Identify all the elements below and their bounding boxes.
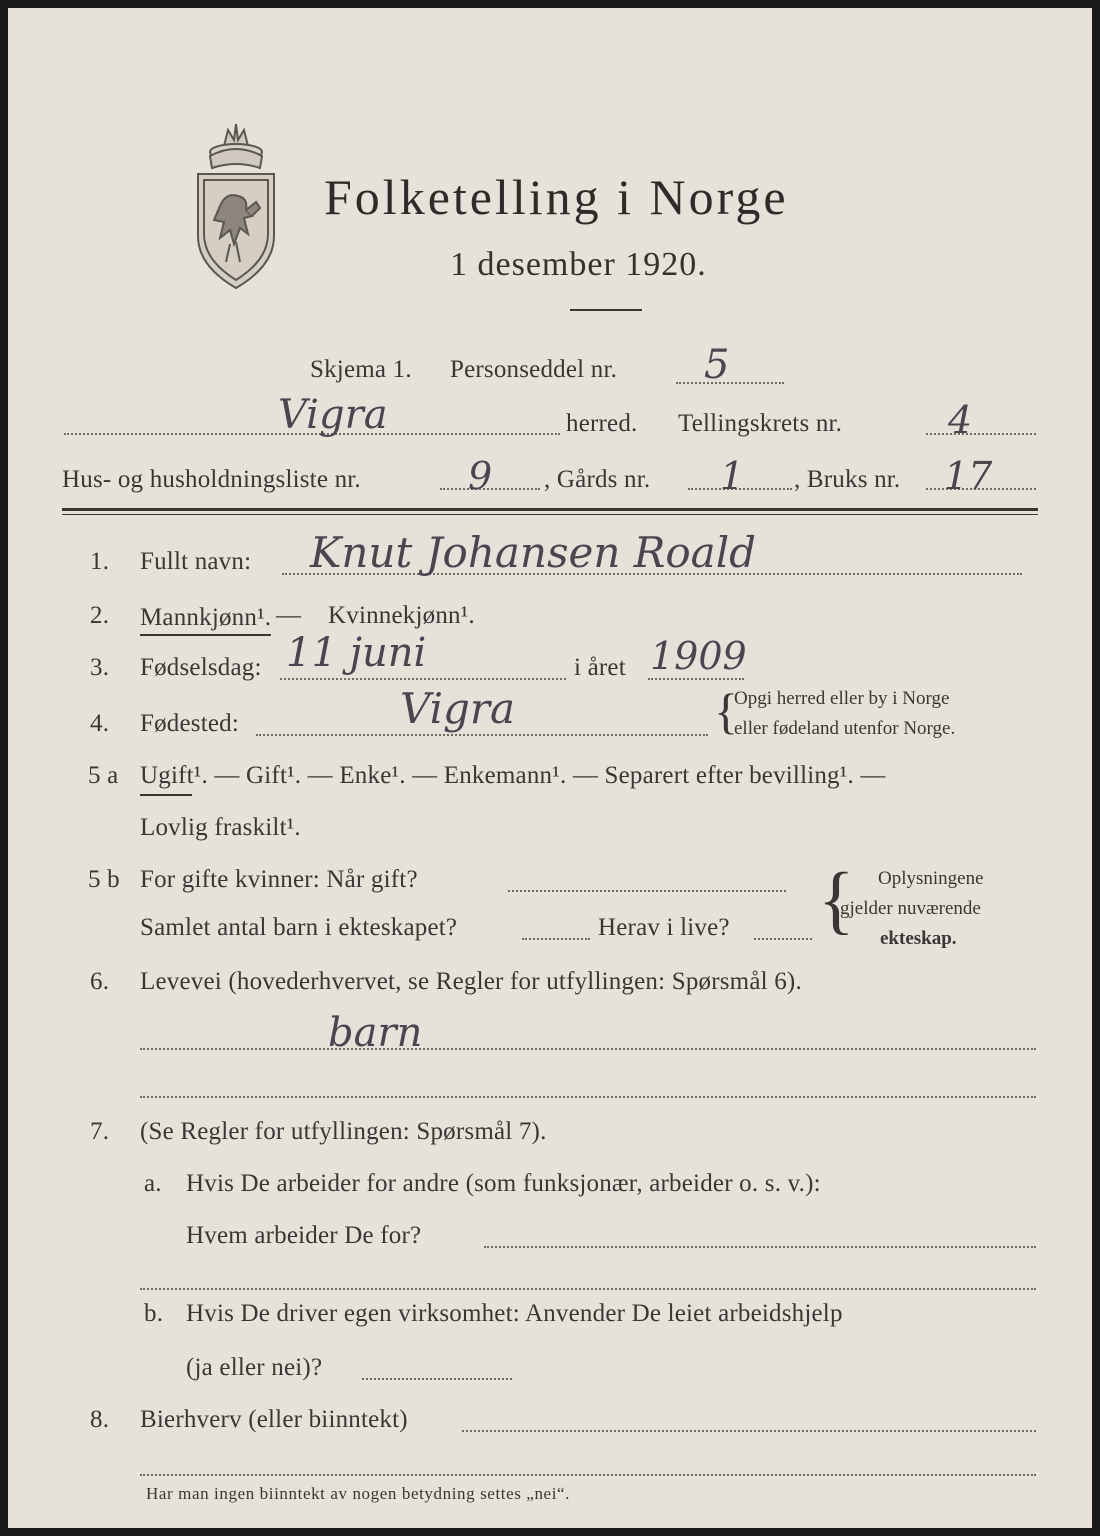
q3-number: 3.: [90, 654, 110, 681]
q3-year-dotted-line: [648, 678, 744, 680]
q7-number: 7.: [90, 1118, 110, 1145]
q3-label: Fødselsdag:: [140, 654, 262, 681]
q7a-line1: Hvis De arbeider for andre (som funksjonær, arbeider o. s. v.):: [186, 1170, 821, 1197]
q1-number: 1.: [90, 548, 110, 575]
q5a-line1: Ugift¹. — Gift¹. — Enke¹. — Enkemann¹. — Separert efter bevilling¹. —: [140, 762, 886, 789]
q4-number: 4.: [90, 710, 110, 737]
q5b-note-line3: ekteskap.: [880, 928, 957, 949]
bruks-value: 17: [944, 454, 993, 498]
q5b-line2-label-b: Herav i live?: [598, 914, 730, 941]
header-separator: [62, 508, 1038, 511]
birthplace-value: Vigra: [400, 684, 516, 733]
q4-brace: {: [714, 683, 738, 739]
q5b-brace: {: [818, 858, 855, 942]
q7a-dotted-line: [484, 1246, 1036, 1248]
q6-label: Levevei (hovederhvervet, se Regler for utfyllingen: Spørsmål 6).: [140, 968, 802, 995]
herred-value: Vigra: [278, 392, 388, 438]
q7b-dotted-line: [362, 1378, 512, 1380]
tellingskrets-value: 4: [948, 398, 973, 442]
q7b-line2: (ja eller nei)?: [186, 1354, 323, 1381]
title-divider: [570, 309, 642, 311]
gards-label: , Gårds nr.: [544, 466, 651, 493]
birthday-value: 11 juni: [286, 630, 427, 676]
q5b-note-line1: Oplysningene: [878, 868, 984, 889]
q7a-line2: Hvem arbeider De for?: [186, 1222, 422, 1249]
husliste-label: Hus- og husholdningsliste nr.: [62, 466, 361, 493]
q7a-dotted-line-2: [140, 1288, 1036, 1290]
tellingskrets-label: Tellingskrets nr.: [678, 410, 843, 437]
q8-number: 8.: [90, 1406, 110, 1433]
q6-dotted-line-1: [140, 1048, 1036, 1050]
q5a-line2: Lovlig fraskilt¹.: [140, 814, 301, 841]
herred-label: herred.: [566, 410, 638, 437]
q5b-line2-label-a: Samlet antal barn i ekteskapet?: [140, 914, 458, 941]
q4-note-line2: eller fødeland utenfor Norge.: [734, 718, 956, 739]
personseddel-number: 5: [704, 342, 730, 388]
q4-note-line1: Opgi herred eller by i Norge: [734, 688, 950, 709]
q4-label: Fødested:: [140, 710, 240, 737]
footer-note: Har man ingen biinntekt av nogen betydning settes „nei“.: [146, 1484, 571, 1503]
q3-dotted-line: [280, 678, 566, 680]
census-form-page: [8, 8, 1092, 1528]
q8-label: Bierhverv (eller biinntekt): [140, 1406, 408, 1433]
husliste-value: 9: [468, 454, 493, 498]
q7b-line1: Hvis De driver egen virksomhet: Anvender De leiet arbeidshjelp: [186, 1300, 843, 1327]
q5a-ugift-underline: [140, 794, 192, 796]
q3-year-label: i året: [574, 654, 626, 681]
full-name-value: Knut Johansen Roald: [310, 528, 757, 577]
q7b-letter: b.: [144, 1300, 164, 1327]
q2-number: 2.: [90, 602, 110, 629]
q5b-married-dotted-line: [508, 890, 786, 892]
q7-label: (Se Regler for utfyllingen: Spørsmål 7).: [140, 1118, 547, 1145]
birth-year-value: 1909: [650, 634, 747, 678]
q5b-children-dotted-line: [522, 938, 590, 940]
q8-dotted-line-2: [140, 1474, 1036, 1476]
q2-male-option: Mannkjønn¹.: [140, 602, 271, 636]
q6-number: 6.: [90, 968, 110, 995]
schema-label: Skjema 1.: [310, 356, 412, 383]
q5b-line1-label: For gifte kvinner: Når gift?: [140, 866, 418, 893]
q5b-note-line2: gjelder nuværende: [840, 898, 981, 919]
gards-value: 1: [720, 454, 745, 498]
bruks-label: , Bruks nr.: [794, 466, 901, 493]
q2-female-option: Kvinnekjønn¹.: [328, 602, 475, 629]
q6-dotted-line-2: [140, 1096, 1036, 1098]
tellingskrets-dotted-line: [926, 433, 1036, 435]
q5b-alive-dotted-line: [754, 938, 812, 940]
q1-label: Fullt navn:: [140, 548, 252, 575]
census-date: 1 desember 1920.: [450, 246, 707, 283]
q5a-number: 5 a: [88, 762, 119, 789]
personseddel-label: Personseddel nr.: [450, 356, 618, 383]
q4-dotted-line: [256, 734, 708, 736]
header-separator-thin: [62, 514, 1038, 515]
q5b-number: 5 b: [88, 866, 120, 893]
q8-dotted-line: [462, 1430, 1036, 1432]
personseddel-dotted-line: [676, 382, 784, 384]
page-title: Folketelling i Norge: [324, 169, 789, 225]
occupation-value: barn: [328, 1010, 423, 1056]
norway-coat-of-arms-icon: [190, 116, 282, 292]
q2-separator: —: [276, 602, 302, 629]
q7a-letter: a.: [144, 1170, 162, 1197]
